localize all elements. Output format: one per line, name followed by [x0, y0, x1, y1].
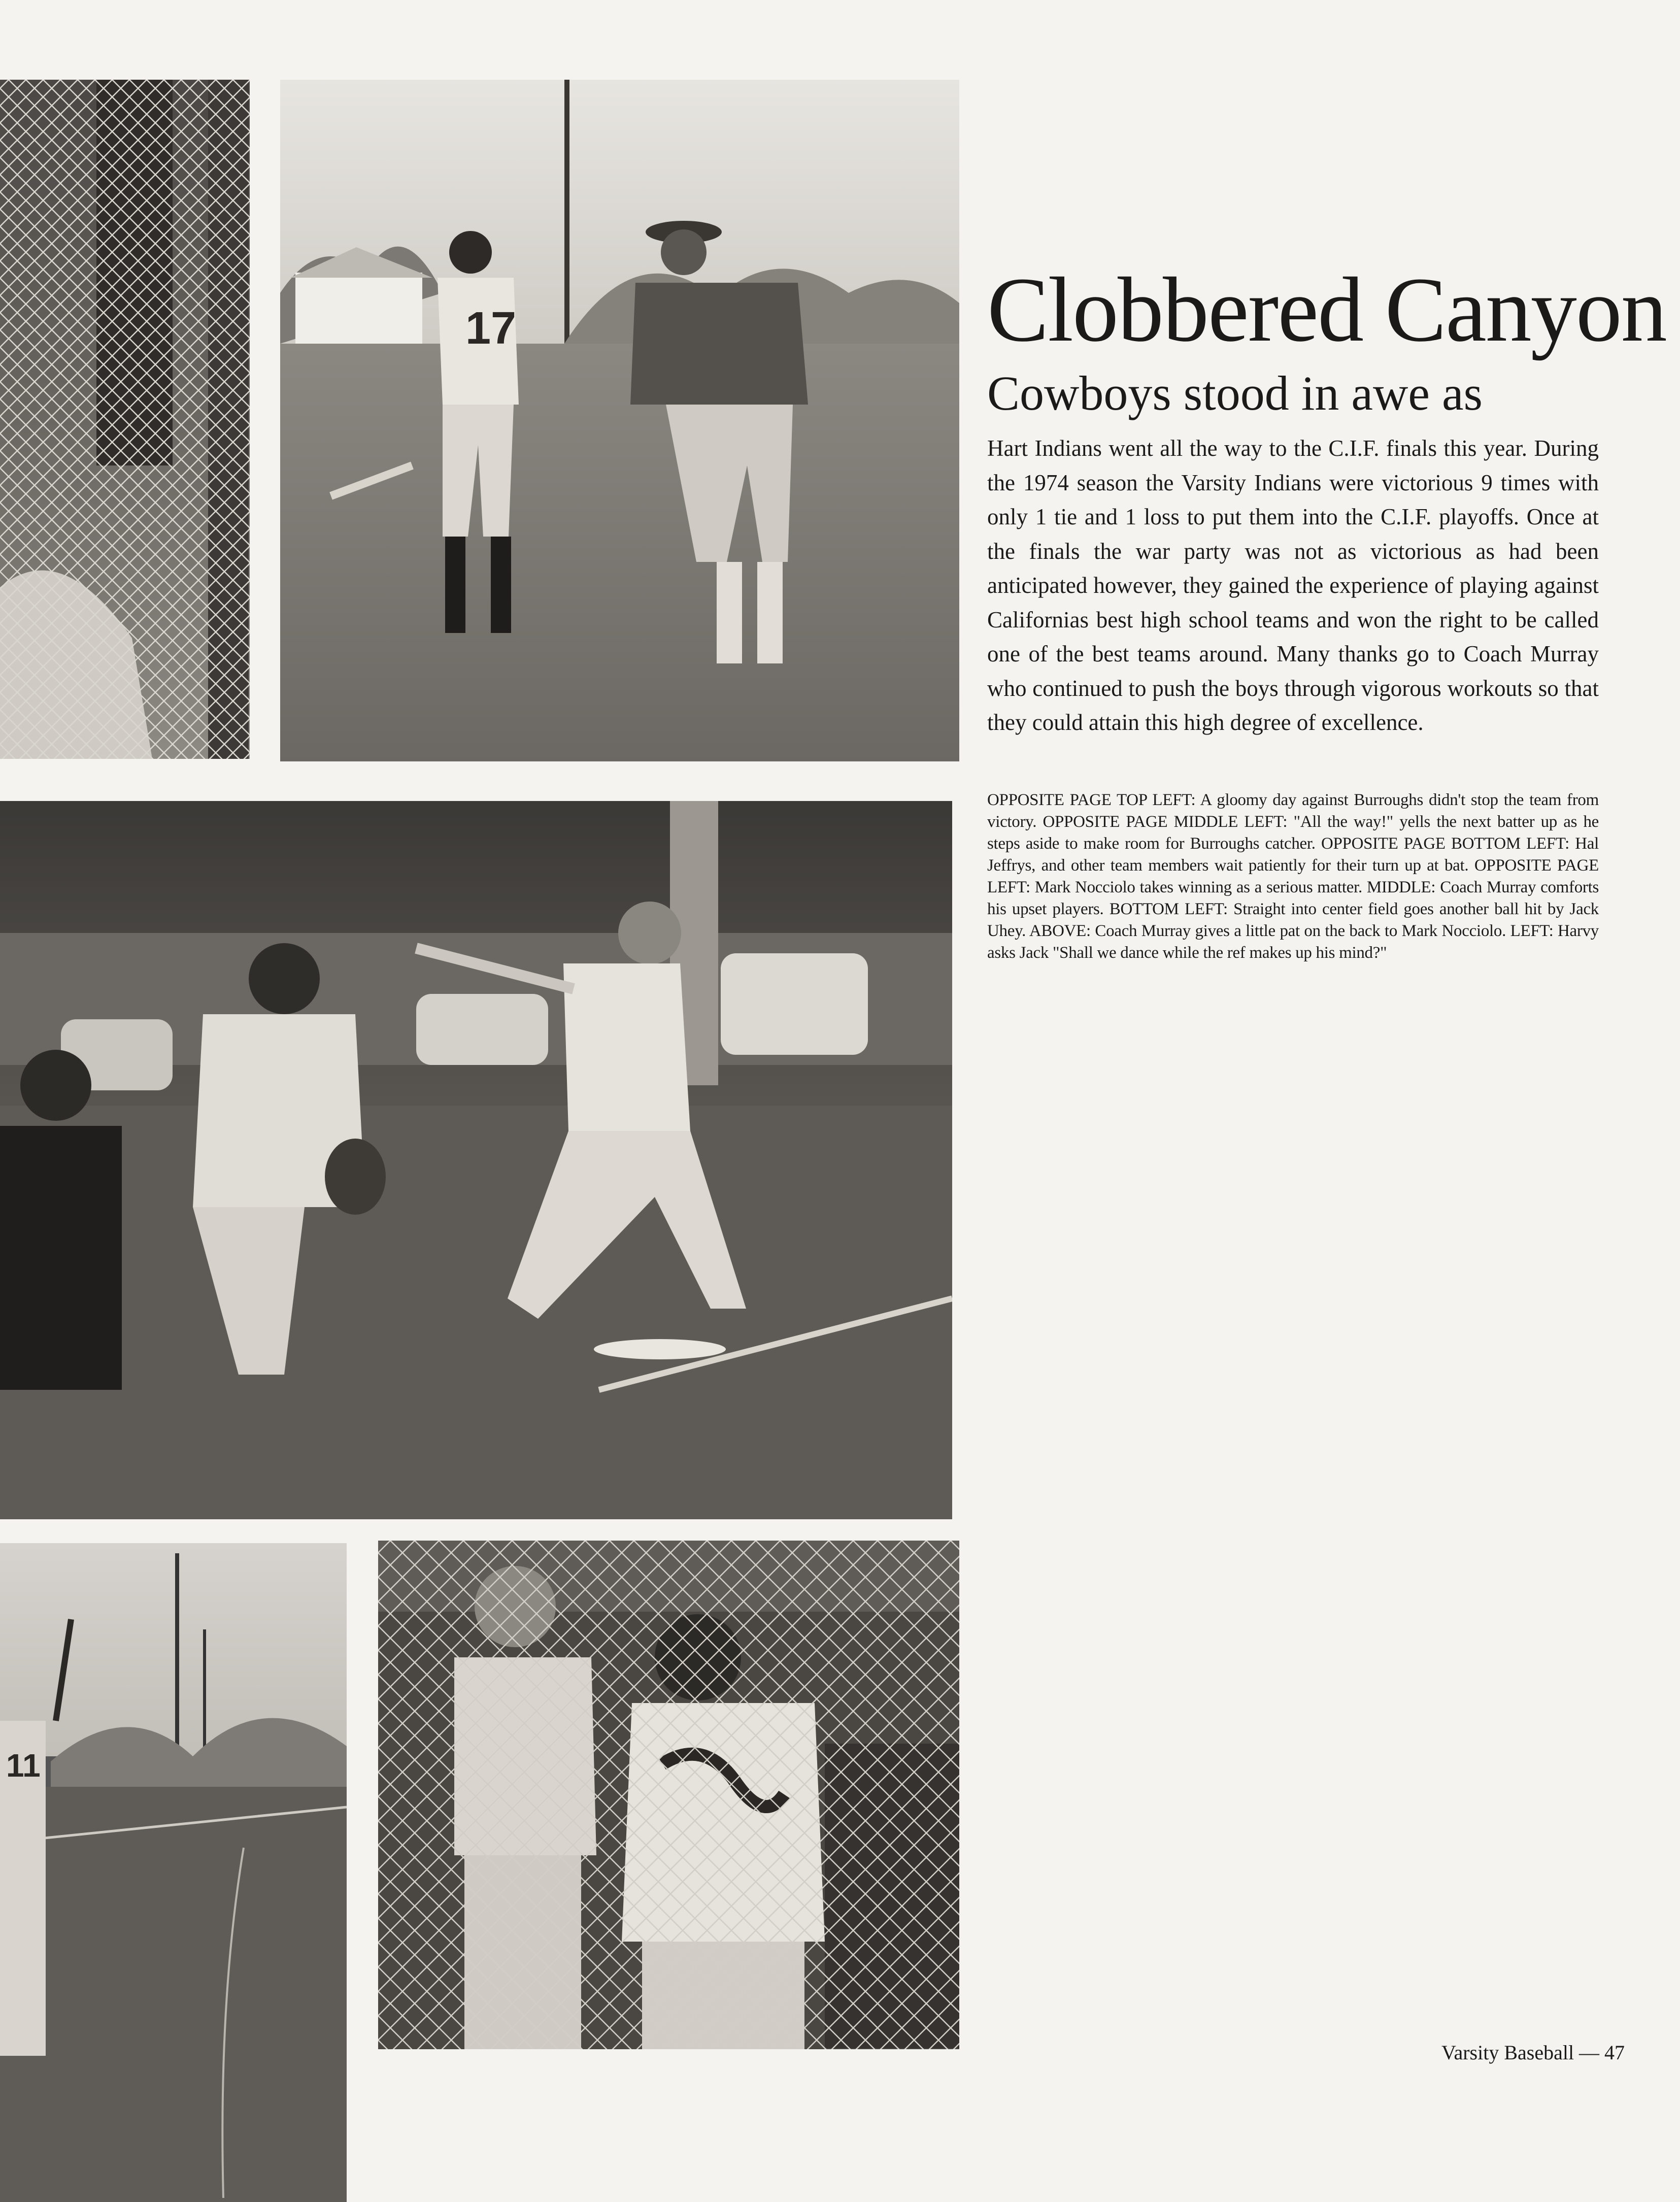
- photo-captions: OPPOSITE PAGE TOP LEFT: A gloomy day against Burroughs didn't stop the team from victory. OPPOSITE PAGE MIDDLE LEFT: "All the way!" yells the next batter up as he steps aside to make room for Burroughs catcher. OPPOSITE PAGE BOTTOM LEFT: Hal Jeffrys, and other team members wait patiently for their turn up at bat. OPPOSITE PAGE LEFT: Mark Nocciolo takes winning as a serious matter. MIDDLE: Coach Murray comforts his upset players. BOTTOM LEFT: Straight into center field goes another ball hit by Jack Uhey. ABOVE: Coach Murray gives a little pat on the back to Mark Nocciolo. LEFT: Harvy asks Jack "Shall we dance while the ref makes up his mind?": [987, 791, 1599, 962]
- fence-photo-graphic: [0, 80, 250, 759]
- coach-batter-photo-graphic: [280, 80, 959, 761]
- body-paragraph: Hart Indians went all the way to the C.I.F. finals this year. During the 1974 season the Varsity Indians were victorious 9 times with only 1 tie and 1 loss to put them into the C.I.F. playoffs. Once at the finals the war party was not as victorious as had been anticipated however, they gained the experience of playing against Californias best high school teams and won the right to be called one of the best teams around. Many thanks go to Coach Murray who continued to push the boys through vigorous workouts so that they could attain this high degree of excellence.: [987, 436, 1599, 735]
- photo-players-in-dugout: [378, 1541, 959, 2049]
- photo-batter-at-plate: [0, 1543, 347, 2202]
- headline: Clobbered Canyon: [987, 259, 1666, 361]
- photo-play-at-home-plate: [0, 801, 952, 1519]
- photo-fence-closeup: [0, 80, 250, 759]
- subheadline: Cowboys stood in awe as: [987, 366, 1483, 420]
- home-plate-photo-graphic: [0, 801, 952, 1519]
- jersey-number: 17: [465, 303, 517, 354]
- photo-coach-and-batter: [280, 80, 959, 761]
- page-folio: Varsity Baseball — 47: [1441, 2041, 1625, 2064]
- batter-swing-photo-graphic: [0, 1543, 347, 2202]
- dugout-photo-graphic: [378, 1541, 959, 2049]
- svg-text:11: 11: [6, 1747, 41, 1784]
